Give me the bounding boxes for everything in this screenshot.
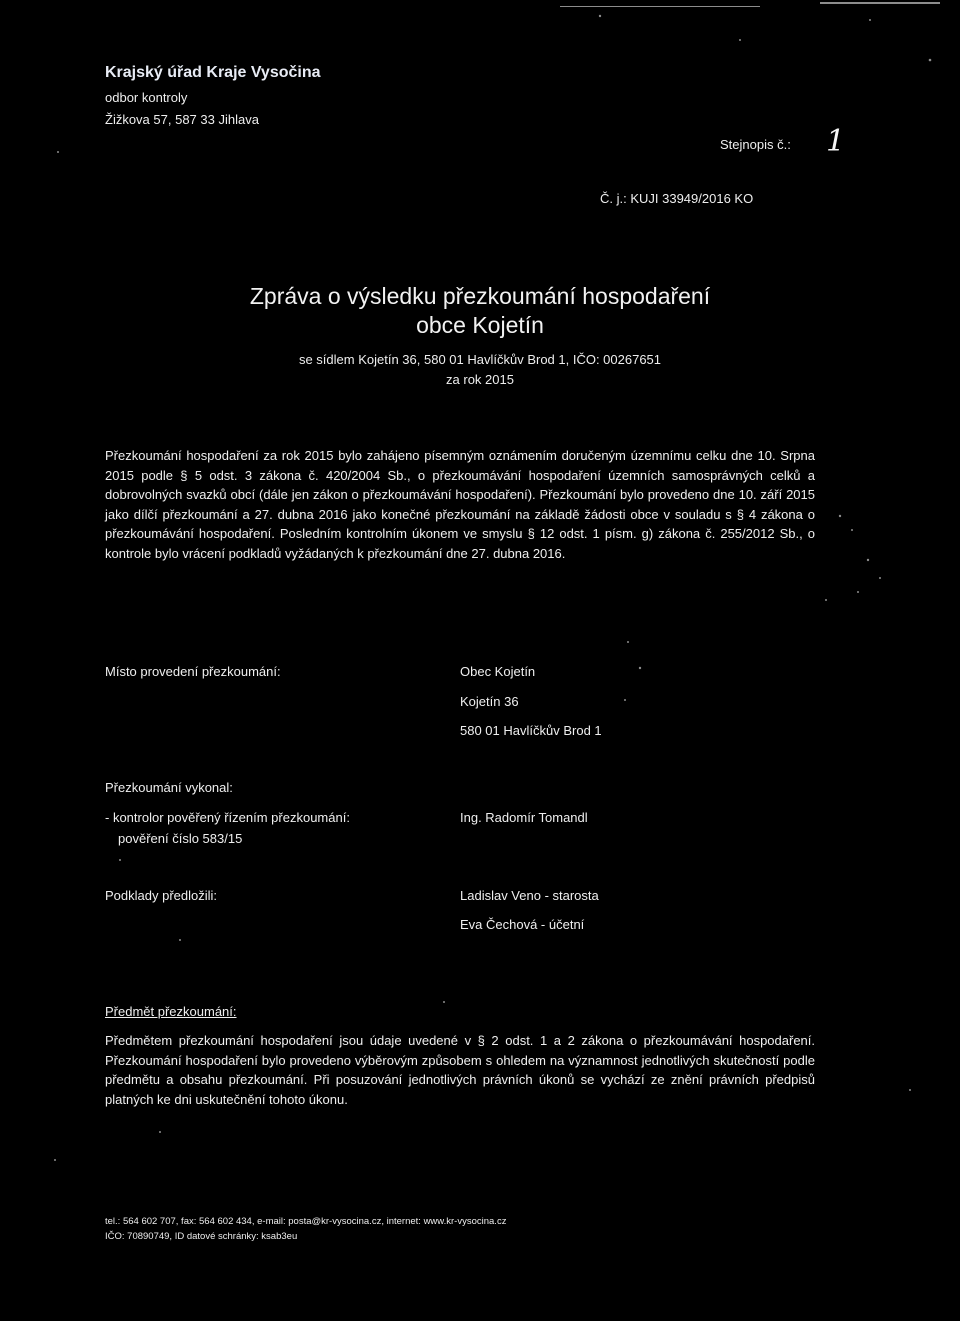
office-department: odbor kontroly bbox=[105, 90, 188, 105]
documents-person-1: Ladislav Veno - starosta bbox=[460, 888, 599, 903]
place-line-2: Kojetín 36 bbox=[460, 694, 519, 709]
footer-contact: tel.: 564 602 707, fax: 564 602 434, e-mail: posta@kr-vysocina.cz, internet: www.kr-vysocina.cz bbox=[105, 1216, 507, 1227]
copy-label: Stejnopis č.: bbox=[720, 137, 791, 152]
intro-paragraph: Přezkoumání hospodaření za rok 2015 bylo zahájeno písemným oznámením doručeným územnímu celku dne 10. Srpna 2015 podle § 5 odst. 3 zákona č. 420/2004 Sb., o přezkoumávání hospodaření územních samosprávných celků a dobrovolných svazků obcí (dále jen zákon o přezkoumávání hospodaření). Přezkoumání bylo provedeno dne 10. září 2015 jako dílčí přezkoumání a 27. dubna 2016 jako konečné přezkoumání na základě žádosti obce v souladu s § 4 zákona o přezkoumávání hospodaření. Posledním kontrolním úkonem ve smyslu § 12 odst. 1 písm. g) zákona č. 255/2012 Sb., o kontrole bylo vrácení podkladů vyžádaných k přezkoumání dne 27. dubna 2016. bbox=[105, 448, 815, 561]
year-line: za rok 2015 bbox=[446, 372, 514, 387]
documents-label: Podklady předložili: bbox=[105, 888, 218, 903]
place-line-1: Obec Kojetín bbox=[460, 664, 536, 679]
subject-paragraph: Předmětem přezkoumání hospodaření jsou údaje uvedené v § 2 odst. 1 a 2 zákona o přezkoumávání hospodaření. Přezkoumání hospodaření bylo provedeno výběrovým způsobem s ohledem na významnost jednotlivých skutečností podle předmětu a obsahu přezkoumání. Při posuzování jednotlivých právních úkonů se vychází ze znění právních předpisů platných ke dni uskutečnění tohoto úkonu. bbox=[105, 1033, 815, 1107]
executed-label: Přezkoumání vykonal: bbox=[105, 780, 233, 795]
documents-person-2: Eva Čechová - účetní bbox=[460, 917, 585, 932]
controller-name: Ing. Radomír Tomandl bbox=[460, 810, 588, 825]
subject-heading: Předmět přezkoumání: bbox=[105, 1004, 237, 1019]
place-line-3: 580 01 Havlíčkův Brod 1 bbox=[460, 723, 602, 738]
copy-number: 1 bbox=[826, 124, 846, 159]
title-line-2: obce Kojetín bbox=[416, 312, 544, 338]
controller-label: - kontrolor pověřený řízením přezkoumání: bbox=[105, 810, 350, 825]
place-label: Místo provedení přezkoumání: bbox=[105, 664, 281, 679]
authorization-number: pověření číslo 583/15 bbox=[118, 831, 243, 846]
reference-number: Č. j.: KUJI 33949/2016 KO bbox=[600, 191, 754, 206]
office-address: Žižkova 57, 587 33 Jihlava bbox=[105, 112, 259, 127]
office-name: Krajský úřad Kraje Vysočina bbox=[105, 64, 321, 81]
footer-ids: IČO: 70890749, ID datové schránky: ksab3eu bbox=[105, 1231, 298, 1242]
report-title bbox=[0, 282, 960, 340]
seat-line: se sídlem Kojetín 36, 580 01 Havlíčkův Brod 1, IČO: 00267651 bbox=[298, 352, 662, 367]
report-subtitle bbox=[0, 350, 960, 390]
title-line-1: Zpráva o výsledku přezkoumání hospodaření bbox=[249, 283, 711, 309]
